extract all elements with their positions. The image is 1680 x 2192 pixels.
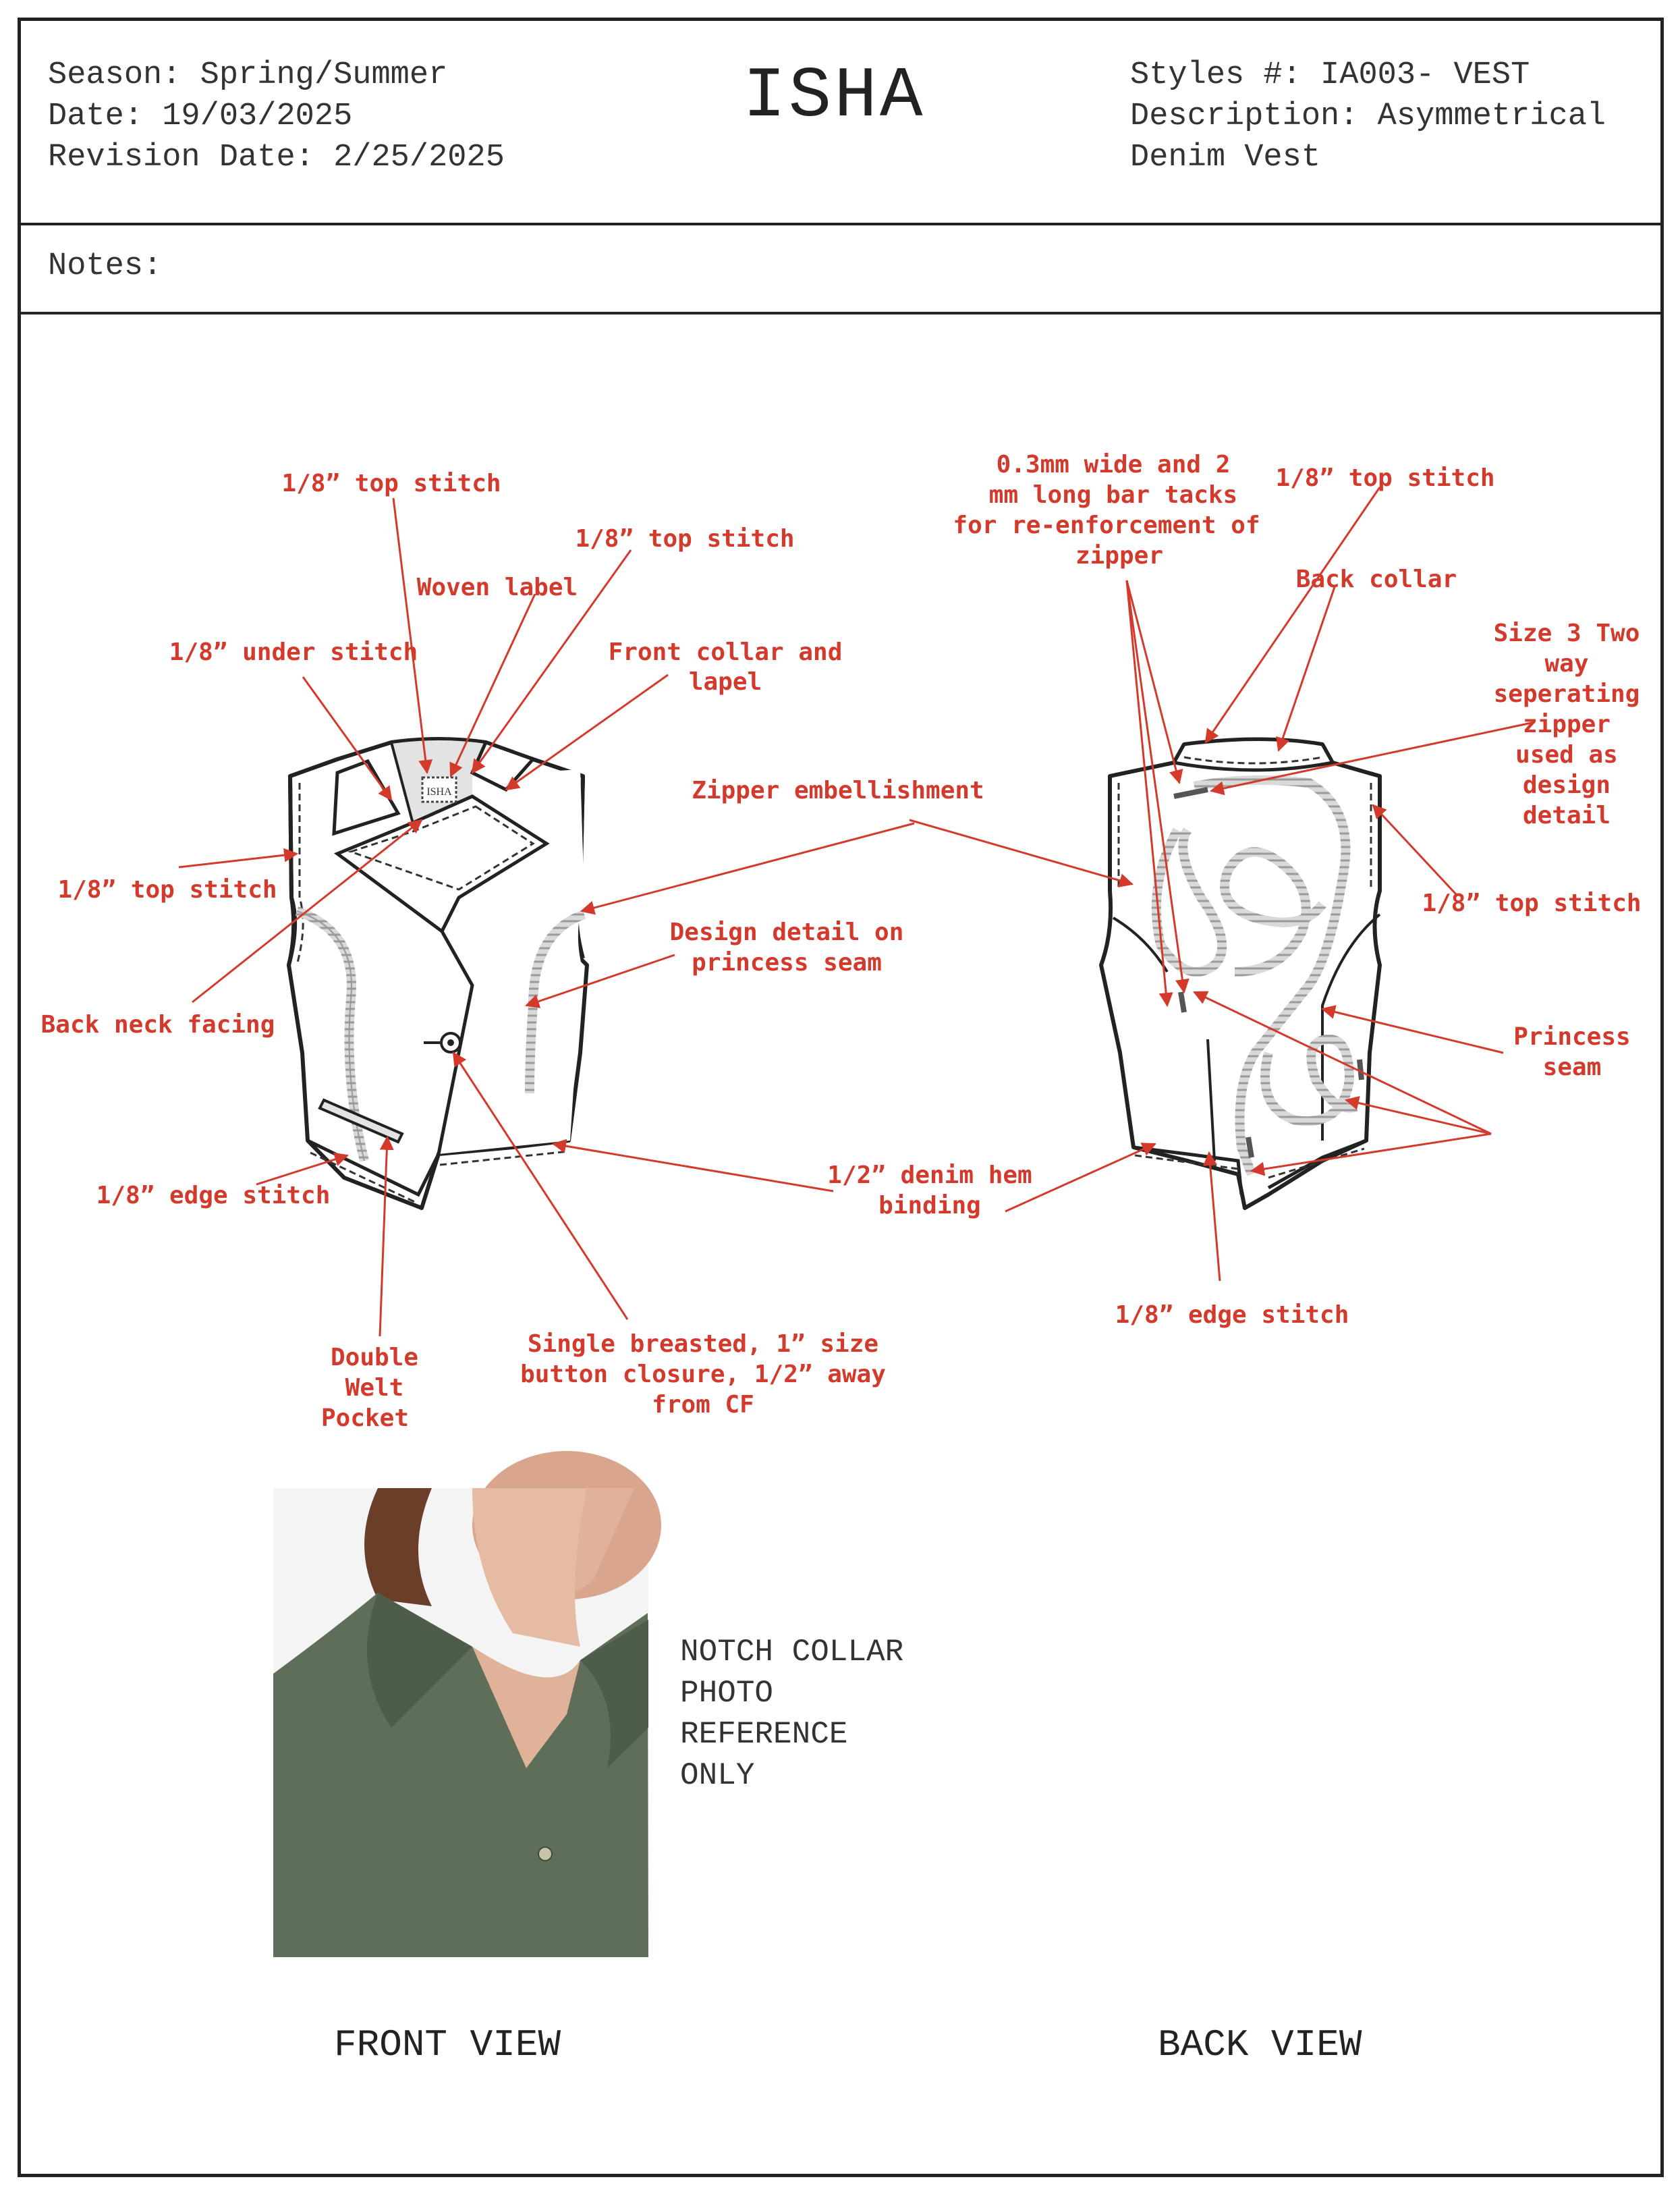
photo-caption-line3: REFERENCE [680, 1717, 848, 1752]
callout-closure-line2: button closure, 1/2” away [520, 1361, 886, 1388]
button-hole [447, 1039, 454, 1046]
callout-welt-line2: Welt [345, 1374, 404, 1402]
callout-top-stitch-collar: 1/8” top stitch [575, 525, 795, 553]
callout-design-detail-line1: Design detail on [669, 919, 904, 946]
callout-princess-line1: Princess [1513, 1023, 1631, 1051]
callout-welt-line1: Double [330, 1344, 419, 1371]
callout-bar-tacks-line2: mm long bar tacks [988, 481, 1238, 509]
revision-date-text: Revision Date: 2/25/2025 [48, 140, 505, 175]
callout-under-stitch: 1/8” under stitch [169, 638, 418, 666]
notch-collar-reference-photo [273, 1451, 661, 1957]
front-vest [289, 739, 587, 1208]
woven-label-text: ISHA [426, 786, 452, 798]
callout-closure-line3: from CF [652, 1391, 754, 1419]
callout-bar-tacks-line4: zipper [1075, 542, 1164, 570]
callout-back-neck-facing: Back neck facing [40, 1011, 275, 1039]
callout-bar-tacks-line3: for re-enforcement of [953, 512, 1260, 539]
callout-woven-label: Woven label [416, 574, 578, 601]
photo-caption-line1: NOTCH COLLAR [680, 1635, 904, 1670]
callout-zipper-line5: used as [1515, 741, 1618, 769]
callout-back-top-stitch-side: 1/8” top stitch [1422, 889, 1642, 917]
callout-top-stitch: 1/8” top stitch [281, 470, 501, 497]
callout-back-collar: Back collar [1295, 566, 1457, 593]
back-vest [1101, 740, 1380, 1209]
callout-front-collar-line2: lapel [688, 668, 762, 696]
photo-reference-caption [680, 1632, 903, 1797]
front-view-label: FRONT VIEW [334, 2023, 561, 2066]
description-text: Description: Asymmetrical [1130, 99, 1606, 134]
callout-back-edge-stitch: 1/8” edge stitch [1115, 1301, 1349, 1329]
callout-closure-line1: Single breasted, 1” size [527, 1330, 879, 1358]
photo-caption-line4: ONLY [680, 1758, 755, 1793]
callout-bar-tacks-line1: 0.3mm wide and 2 [996, 451, 1231, 478]
notes-label: Notes: [48, 248, 163, 284]
back-collar [1174, 740, 1333, 771]
style-number-text: Styles #: IA003- VEST [1130, 57, 1530, 93]
callout-zipper-line3: seperating [1493, 680, 1640, 708]
callout-edge-stitch: 1/8” edge stitch [96, 1182, 331, 1209]
callout-back-top-stitch: 1/8” top stitch [1275, 464, 1495, 492]
callout-hem-binding-line2: binding [878, 1192, 981, 1220]
callout-hem-binding-line1: 1/2” denim hem [827, 1161, 1032, 1189]
date-text: Date: 19/03/2025 [48, 99, 353, 134]
callout-design-detail-line2: princess seam [692, 949, 882, 977]
callout-top-stitch-side: 1/8” top stitch [57, 876, 277, 904]
callout-zipper-line4: zipper [1522, 711, 1611, 738]
callout-front-collar-line1: Front collar and [608, 638, 843, 666]
back-view-label: BACK VIEW [1158, 2023, 1362, 2066]
callout-princess-line2: seam [1542, 1053, 1602, 1081]
callout-zipper-line6: design [1522, 771, 1611, 799]
callout-zipper-line7: detail [1522, 802, 1611, 829]
brand-title: ISHA [743, 56, 926, 137]
callout-zipper-embellishment: Zipper embellishment [692, 777, 984, 804]
season-text: Season: Spring/Summer [48, 57, 448, 93]
photo-caption-line2: PHOTO [680, 1676, 774, 1711]
callout-zipper-line2: way [1544, 650, 1589, 678]
callout-welt-line3: Pocket [320, 1404, 410, 1432]
callout-zipper-line1: Size 3 Two [1493, 620, 1640, 647]
description-text-cont: Denim Vest [1130, 140, 1321, 175]
